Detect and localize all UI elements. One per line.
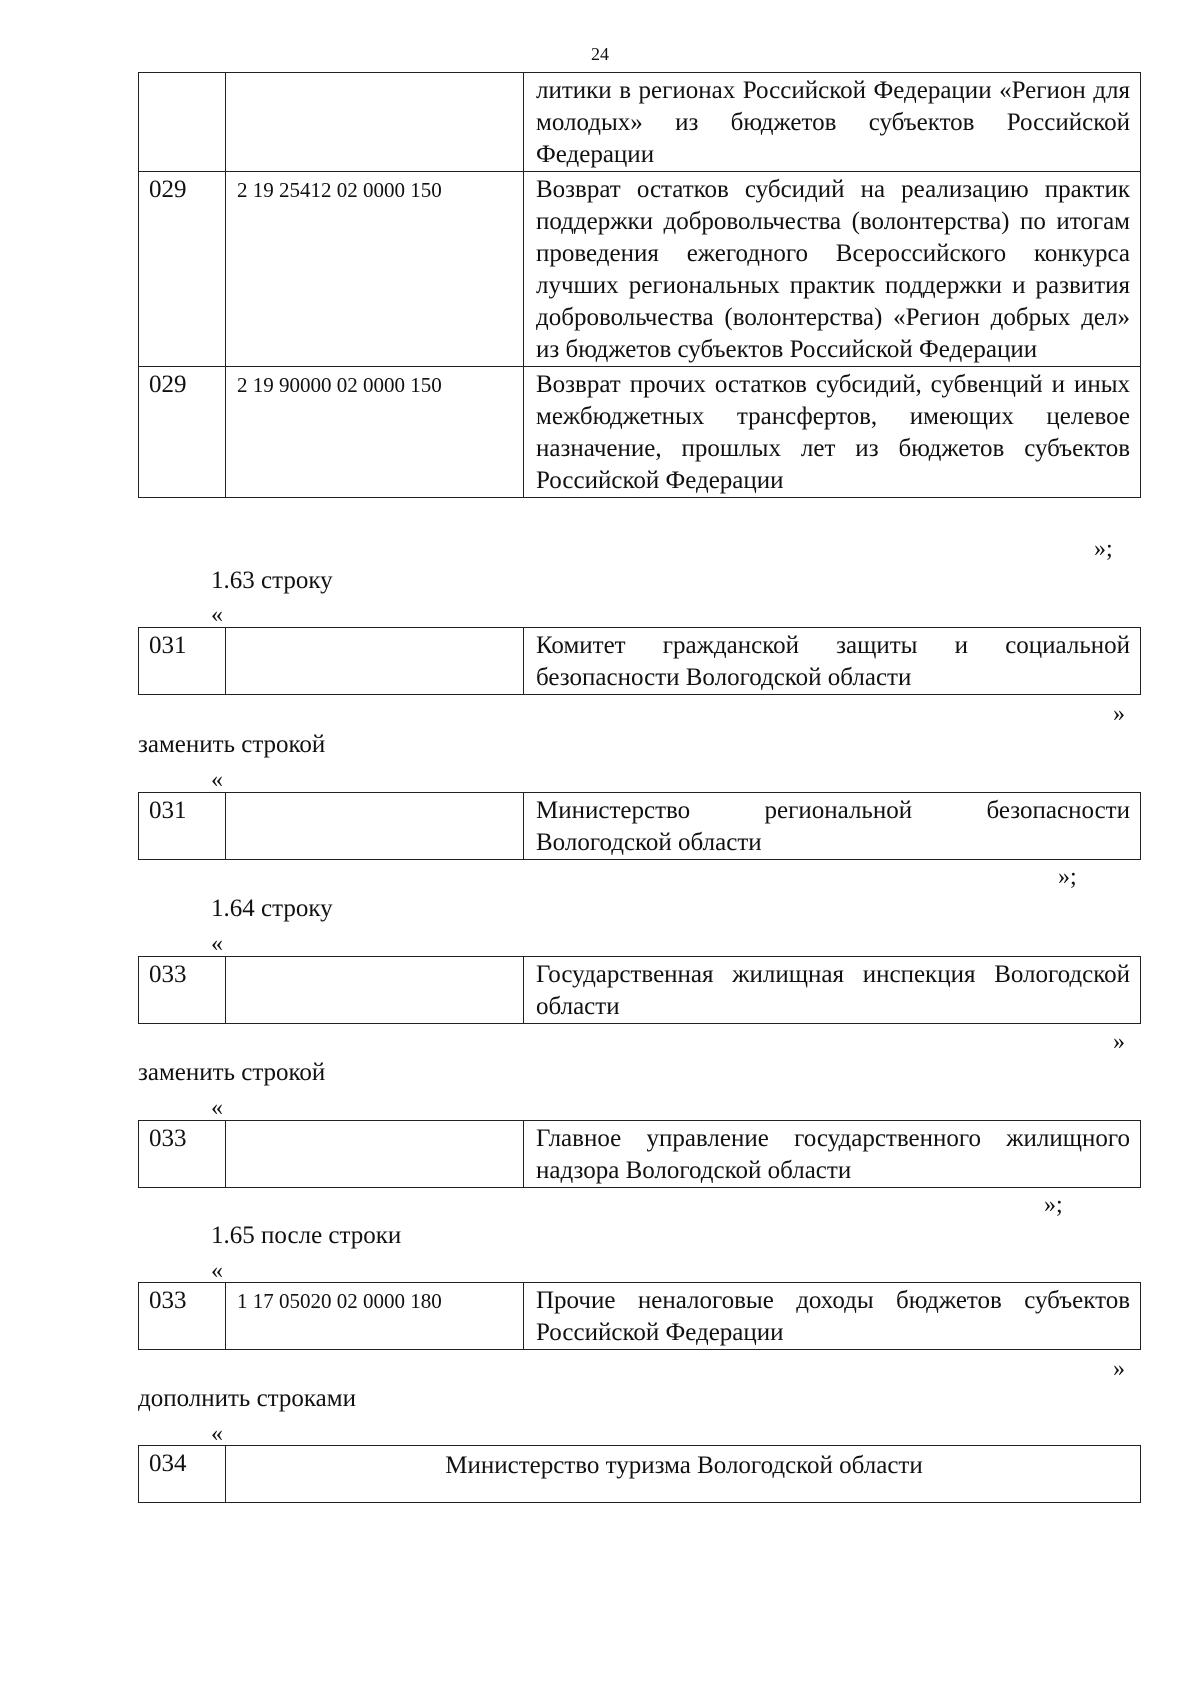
opening-quote: « [211, 1258, 223, 1284]
page-number: 24 [591, 44, 609, 64]
code-cell: 034 [139, 1446, 226, 1503]
name-cell: Министерство туризма Вологодской области [226, 1446, 1141, 1503]
code-cell [139, 73, 226, 172]
table-row [139, 1283, 1141, 1350]
opening-quote: « [211, 1421, 223, 1447]
kbk-cell [226, 73, 524, 172]
opening-quote: « [211, 767, 223, 793]
code-cell: 033 [139, 1283, 226, 1350]
kbk-cell [226, 1121, 524, 1188]
kbk-cell: 2 19 25412 02 0000 150 [226, 172, 524, 367]
closing-quote: » [1113, 1029, 1125, 1055]
table-row [139, 367, 1141, 498]
item-heading-163: 1.63 строку [211, 567, 333, 594]
item-heading-165: 1.65 после строки [211, 1222, 402, 1249]
table-row [139, 628, 1141, 695]
kbk-cell: 1 17 05020 02 0000 180 [226, 1283, 524, 1350]
table-row [139, 172, 1141, 367]
table-165-add [138, 1445, 1141, 1503]
add-label: дополнить строками [138, 1385, 356, 1412]
kbk-cell [226, 957, 524, 1024]
table-164-new [138, 1120, 1141, 1188]
table-163-new [138, 792, 1141, 860]
kbk-cell [226, 628, 524, 695]
table-row [139, 1446, 1141, 1503]
opening-quote: « [211, 602, 223, 628]
name-cell: Главное управление государственного жилищного надзора Вологодской области [524, 1121, 1141, 1188]
table-continuation [138, 72, 1141, 498]
code-cell: 029 [139, 172, 226, 367]
name-cell: литики в регионах Российской Федерации «Регион для молодых» из бюджетов субъектов Российской Федерации [524, 73, 1141, 172]
table-row [139, 957, 1141, 1024]
opening-quote: « [211, 1095, 223, 1121]
code-cell: 031 [139, 793, 226, 860]
name-cell: Прочие неналоговые доходы бюджетов субъектов Российской Федерации [524, 1283, 1141, 1350]
name-cell: Возврат прочих остатков субсидий, субвенций и иных межбюджетных трансфертов, имеющих целевое назначение, прошлых лет из бюджетов субъектов Российской Федерации [524, 367, 1141, 498]
name-cell: Возврат остатков субсидий на реализацию практик поддержки добровольчества (волонтерства) по итогам проведения ежегодного Всероссийского конкурса лучших региональных практик поддержки и развития добровольчества (волонтерства) «Регион добрых дел» из бюджетов субъектов Российской Федерации [524, 172, 1141, 367]
table-165-old [138, 1282, 1141, 1350]
closing-quote: »; [1094, 536, 1113, 562]
table-163-old [138, 627, 1141, 695]
closing-quote: »; [1044, 1192, 1063, 1218]
table-row [139, 793, 1141, 860]
closing-quote: »; [1058, 864, 1077, 890]
table-164-old [138, 956, 1141, 1024]
code-cell: 033 [139, 957, 226, 1024]
replace-label: заменить строкой [138, 1059, 326, 1086]
closing-quote: » [1113, 1356, 1125, 1382]
item-heading-164: 1.64 строку [211, 895, 333, 922]
code-cell: 031 [139, 628, 226, 695]
name-cell: Министерство региональной безопасности Вологодской области [524, 793, 1141, 860]
replace-label: заменить строкой [138, 731, 326, 758]
name-cell: Государственная жилищная инспекция Вологодской области [524, 957, 1141, 1024]
opening-quote: « [211, 931, 223, 957]
table-row [139, 73, 1141, 172]
kbk-cell [226, 793, 524, 860]
table-row [139, 1121, 1141, 1188]
code-cell: 029 [139, 367, 226, 498]
closing-quote: » [1113, 701, 1125, 727]
code-cell: 033 [139, 1121, 226, 1188]
kbk-cell: 2 19 90000 02 0000 150 [226, 367, 524, 498]
name-cell: Комитет гражданской защиты и социальной безопасности Вологодской области [524, 628, 1141, 695]
